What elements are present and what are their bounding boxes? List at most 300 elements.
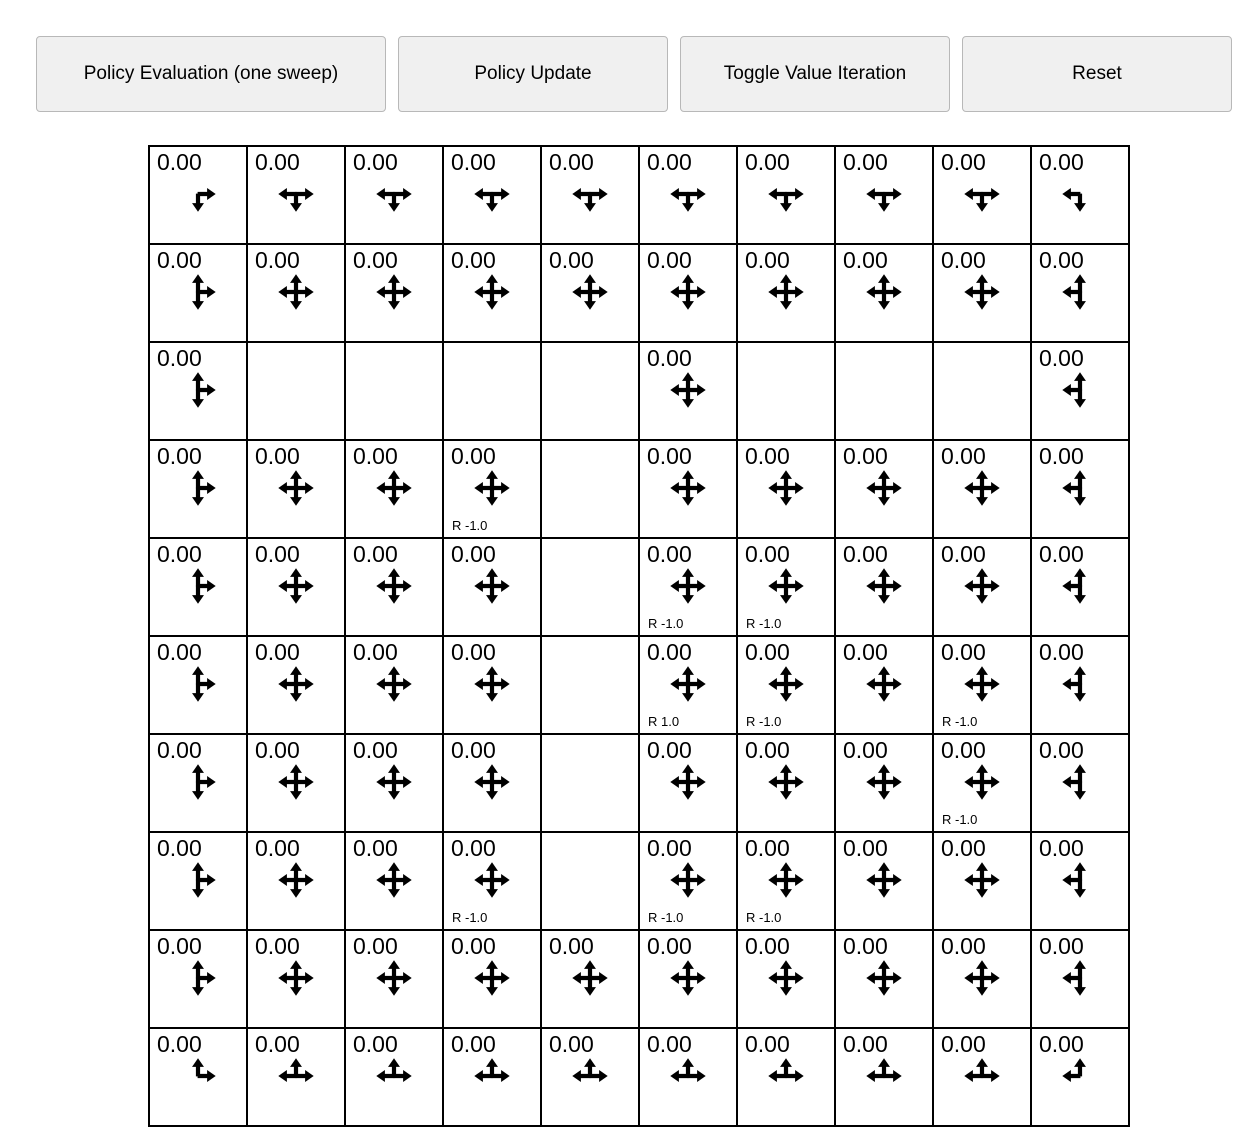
grid-cell-content [640, 539, 736, 635]
grid-cell-content [346, 147, 442, 243]
policy-arrows-icon [150, 171, 246, 217]
state-value-label: 0.00 [1039, 737, 1084, 763]
state-value-label: 0.00 [745, 149, 790, 175]
policy-arrows-icon [346, 661, 442, 707]
grid-cell[interactable] [345, 1028, 443, 1126]
policy-arrows-icon [1032, 269, 1128, 315]
grid-cell-content [934, 735, 1030, 831]
grid-cell-wall [541, 538, 639, 636]
policy-evaluation-button[interactable]: Policy Evaluation (one sweep) [36, 36, 386, 112]
grid-cell-content [444, 637, 540, 733]
grid-cell[interactable] [639, 832, 737, 930]
state-value-label: 0.00 [451, 443, 496, 469]
policy-arrows-icon [738, 563, 834, 609]
grid-cell[interactable] [247, 244, 345, 342]
grid-cell-content [738, 833, 834, 929]
policy-arrows-icon [738, 269, 834, 315]
grid-cell[interactable] [345, 244, 443, 342]
grid-cell[interactable] [247, 1028, 345, 1126]
grid-cell[interactable] [1031, 636, 1129, 734]
grid-cell[interactable] [639, 636, 737, 734]
grid-cell-content [934, 147, 1030, 243]
grid-cell-content [150, 637, 246, 733]
policy-arrows-icon [150, 269, 246, 315]
grid-cell[interactable] [933, 146, 1031, 244]
grid-cell[interactable] [541, 1028, 639, 1126]
grid-cell[interactable] [933, 440, 1031, 538]
grid-row [149, 440, 1129, 538]
grid-cell-content [640, 343, 736, 439]
policy-arrows-icon [640, 1053, 736, 1099]
grid-cell-content [1032, 931, 1128, 1027]
state-value-label: 0.00 [647, 737, 692, 763]
grid-cell-content [934, 539, 1030, 635]
state-value-label: 0.00 [157, 639, 202, 665]
grid-cell[interactable] [835, 1028, 933, 1126]
grid-cell-wall [933, 342, 1031, 440]
grid-cell-content [836, 245, 932, 341]
grid-cell[interactable] [933, 636, 1031, 734]
grid-cell-content [738, 539, 834, 635]
state-value-label: 0.00 [843, 639, 888, 665]
state-value-label: 0.00 [843, 443, 888, 469]
state-value-label: 0.00 [353, 541, 398, 567]
grid-cell-content [640, 245, 736, 341]
state-value-label: 0.00 [941, 933, 986, 959]
grid-cell[interactable] [835, 146, 933, 244]
grid-cell[interactable] [1031, 538, 1129, 636]
policy-arrows-icon [1032, 367, 1128, 413]
grid-cell-content [934, 441, 1030, 537]
grid-cell-content [738, 441, 834, 537]
policy-arrows-icon [640, 661, 736, 707]
grid-cell[interactable] [1031, 832, 1129, 930]
grid-cell[interactable] [443, 244, 541, 342]
policy-arrows-icon [444, 661, 540, 707]
policy-arrows-icon [934, 661, 1030, 707]
grid-cell[interactable] [1031, 1028, 1129, 1126]
grid-cell-content [444, 147, 540, 243]
reset-button[interactable]: Reset [962, 36, 1232, 112]
policy-arrows-icon [444, 269, 540, 315]
state-value-label: 0.00 [549, 247, 594, 273]
grid-row [149, 1028, 1129, 1126]
state-value-label: 0.00 [157, 933, 202, 959]
policy-arrows-icon [248, 955, 344, 1001]
grid-cell-wall [443, 342, 541, 440]
grid-cell[interactable] [149, 342, 247, 440]
policy-arrows-icon [346, 465, 442, 511]
grid-cell-wall [737, 342, 835, 440]
policy-arrows-icon [346, 171, 442, 217]
grid-cell-content [248, 441, 344, 537]
grid-cell[interactable] [933, 538, 1031, 636]
grid-cell[interactable] [149, 1028, 247, 1126]
state-value-label: 0.00 [647, 835, 692, 861]
grid-cell-content [150, 931, 246, 1027]
grid-cell-content [346, 637, 442, 733]
policy-arrows-icon [150, 661, 246, 707]
grid-row [149, 636, 1129, 734]
gridworld-grid-body [149, 146, 1129, 1126]
grid-row [149, 734, 1129, 832]
policy-arrows-icon [248, 563, 344, 609]
grid-cell-content [1032, 245, 1128, 341]
grid-cell[interactable] [247, 440, 345, 538]
grid-cell-content [1032, 441, 1128, 537]
grid-cell[interactable] [345, 734, 443, 832]
policy-arrows-icon [150, 857, 246, 903]
policy-arrows-icon [836, 955, 932, 1001]
reward-label: R -1.0 [648, 910, 684, 925]
policy-arrows-icon [738, 759, 834, 805]
policy-arrows-icon [836, 563, 932, 609]
grid-cell[interactable] [933, 930, 1031, 1028]
policy-arrows-icon [542, 1053, 638, 1099]
grid-cell-content [934, 637, 1030, 733]
policy-arrows-icon [1032, 171, 1128, 217]
policy-arrows-icon [934, 1053, 1030, 1099]
policy-arrows-icon [934, 269, 1030, 315]
grid-cell[interactable] [639, 1028, 737, 1126]
grid-cell[interactable] [247, 146, 345, 244]
policy-arrows-icon [640, 857, 736, 903]
state-value-label: 0.00 [1039, 541, 1084, 567]
policy-arrows-icon [738, 1053, 834, 1099]
grid-cell[interactable] [247, 832, 345, 930]
grid-cell-content [836, 539, 932, 635]
grid-cell[interactable] [149, 734, 247, 832]
grid-cell[interactable] [737, 930, 835, 1028]
grid-cell-content [248, 1029, 344, 1125]
grid-cell[interactable] [737, 244, 835, 342]
grid-row [149, 832, 1129, 930]
reward-label: R -1.0 [452, 910, 488, 925]
grid-cell-wall [541, 440, 639, 538]
policy-arrows-icon [1032, 759, 1128, 805]
policy-arrows-icon [836, 857, 932, 903]
grid-cell[interactable] [639, 440, 737, 538]
grid-cell[interactable] [835, 930, 933, 1028]
grid-cell[interactable] [345, 440, 443, 538]
grid-cell[interactable] [835, 440, 933, 538]
grid-cell[interactable] [149, 832, 247, 930]
policy-arrows-icon [640, 171, 736, 217]
grid-cell[interactable] [443, 1028, 541, 1126]
grid-cell[interactable] [1031, 146, 1129, 244]
state-value-label: 0.00 [255, 149, 300, 175]
state-value-label: 0.00 [647, 541, 692, 567]
policy-arrows-icon [346, 955, 442, 1001]
policy-arrows-icon [444, 955, 540, 1001]
state-value-label: 0.00 [1039, 933, 1084, 959]
state-value-label: 0.00 [255, 541, 300, 567]
policy-arrows-icon [542, 955, 638, 1001]
policy-arrows-icon [248, 465, 344, 511]
grid-cell[interactable] [737, 734, 835, 832]
grid-cell[interactable] [541, 146, 639, 244]
grid-cell[interactable] [737, 440, 835, 538]
grid-cell[interactable] [639, 342, 737, 440]
grid-cell[interactable] [639, 146, 737, 244]
policy-arrows-icon [934, 955, 1030, 1001]
grid-cell-content [444, 539, 540, 635]
grid-cell[interactable] [835, 538, 933, 636]
grid-cell-content [1032, 735, 1128, 831]
grid-cell[interactable] [345, 146, 443, 244]
reward-label: R -1.0 [942, 714, 978, 729]
grid-cell-content [150, 735, 246, 831]
policy-arrows-icon [444, 857, 540, 903]
grid-cell-content [836, 931, 932, 1027]
grid-cell-content [346, 539, 442, 635]
state-value-label: 0.00 [647, 639, 692, 665]
state-value-label: 0.00 [745, 737, 790, 763]
grid-cell-wall [541, 734, 639, 832]
grid-cell[interactable] [149, 440, 247, 538]
grid-cell[interactable] [247, 930, 345, 1028]
grid-cell-content [836, 1029, 932, 1125]
grid-cell[interactable] [835, 244, 933, 342]
grid-cell-content [1032, 539, 1128, 635]
state-value-label: 0.00 [353, 933, 398, 959]
grid-cell[interactable] [345, 930, 443, 1028]
policy-arrows-icon [346, 1053, 442, 1099]
policy-arrows-icon [640, 269, 736, 315]
state-value-label: 0.00 [353, 639, 398, 665]
grid-cell[interactable] [933, 832, 1031, 930]
policy-arrows-icon [640, 955, 736, 1001]
policy-arrows-icon [836, 661, 932, 707]
state-value-label: 0.00 [157, 345, 202, 371]
grid-cell-content [150, 833, 246, 929]
grid-cell[interactable] [933, 1028, 1031, 1126]
state-value-label: 0.00 [353, 835, 398, 861]
state-value-label: 0.00 [255, 247, 300, 273]
grid-cell[interactable] [639, 538, 737, 636]
state-value-label: 0.00 [843, 933, 888, 959]
state-value-label: 0.00 [647, 345, 692, 371]
grid-cell-wall [247, 342, 345, 440]
grid-cell-content [150, 147, 246, 243]
state-value-label: 0.00 [1039, 149, 1084, 175]
state-value-label: 0.00 [157, 149, 202, 175]
reward-label: R -1.0 [746, 616, 782, 631]
grid-cell-content [150, 539, 246, 635]
state-value-label: 0.00 [941, 835, 986, 861]
grid-cell[interactable] [541, 244, 639, 342]
policy-arrows-icon [346, 759, 442, 805]
grid-cell[interactable] [1031, 244, 1129, 342]
grid-cell-content [248, 735, 344, 831]
state-value-label: 0.00 [1039, 247, 1084, 273]
policy-arrows-icon [738, 955, 834, 1001]
policy-arrows-icon [346, 269, 442, 315]
toggle-value-iteration-button[interactable]: Toggle Value Iteration [680, 36, 950, 112]
grid-cell-wall [541, 342, 639, 440]
grid-cell[interactable] [541, 930, 639, 1028]
policy-arrows-icon [738, 857, 834, 903]
grid-cell[interactable] [1031, 734, 1129, 832]
state-value-label: 0.00 [843, 835, 888, 861]
state-value-label: 0.00 [353, 1031, 398, 1057]
policy-arrows-icon [346, 857, 442, 903]
state-value-label: 0.00 [1039, 639, 1084, 665]
state-value-label: 0.00 [843, 149, 888, 175]
grid-cell[interactable] [345, 636, 443, 734]
grid-cell[interactable] [639, 930, 737, 1028]
grid-cell[interactable] [149, 244, 247, 342]
grid-cell-content [542, 245, 638, 341]
policy-arrows-icon [150, 955, 246, 1001]
grid-cell[interactable] [443, 440, 541, 538]
state-value-label: 0.00 [941, 247, 986, 273]
reward-label: R -1.0 [648, 616, 684, 631]
grid-cell[interactable] [247, 538, 345, 636]
policy-arrows-icon [640, 465, 736, 511]
grid-cell[interactable] [443, 538, 541, 636]
grid-cell[interactable] [933, 734, 1031, 832]
grid-cell-content [934, 245, 1030, 341]
grid-cell[interactable] [737, 1028, 835, 1126]
grid-cell-content [640, 931, 736, 1027]
grid-cell-content [640, 441, 736, 537]
grid-cell-content [248, 931, 344, 1027]
grid-cell[interactable] [149, 538, 247, 636]
policy-arrows-icon [346, 563, 442, 609]
policy-arrows-icon [150, 465, 246, 511]
grid-cell-content [640, 735, 736, 831]
state-value-label: 0.00 [157, 443, 202, 469]
grid-cell[interactable] [149, 636, 247, 734]
grid-cell-content [836, 735, 932, 831]
policy-arrows-icon [444, 1053, 540, 1099]
grid-cell[interactable] [443, 832, 541, 930]
grid-cell[interactable] [933, 244, 1031, 342]
state-value-label: 0.00 [941, 737, 986, 763]
grid-cell-wall [835, 342, 933, 440]
policy-arrows-icon [444, 759, 540, 805]
grid-cell-content [836, 637, 932, 733]
grid-cell-content [150, 441, 246, 537]
grid-cell[interactable] [737, 832, 835, 930]
policy-arrows-icon [640, 759, 736, 805]
grid-cell-content [640, 833, 736, 929]
grid-cell-content [444, 735, 540, 831]
state-value-label: 0.00 [843, 247, 888, 273]
grid-cell[interactable] [149, 146, 247, 244]
grid-cell-content [248, 147, 344, 243]
grid-cell-content [836, 441, 932, 537]
state-value-label: 0.00 [157, 1031, 202, 1057]
state-value-label: 0.00 [451, 149, 496, 175]
state-value-label: 0.00 [451, 639, 496, 665]
grid-cell[interactable] [345, 832, 443, 930]
grid-cell-content [444, 441, 540, 537]
grid-cell[interactable] [443, 930, 541, 1028]
grid-cell[interactable] [1031, 930, 1129, 1028]
grid-cell-content [542, 1029, 638, 1125]
grid-cell-content [444, 931, 540, 1027]
grid-cell[interactable] [1031, 440, 1129, 538]
toolbar [36, 36, 1232, 112]
state-value-label: 0.00 [255, 639, 300, 665]
grid-cell[interactable] [639, 244, 737, 342]
grid-cell[interactable] [835, 832, 933, 930]
policy-arrows-icon [1032, 1053, 1128, 1099]
state-value-label: 0.00 [647, 933, 692, 959]
grid-cell-content [738, 1029, 834, 1125]
state-value-label: 0.00 [647, 149, 692, 175]
grid-cell-content [836, 147, 932, 243]
policy-arrows-icon [1032, 661, 1128, 707]
state-value-label: 0.00 [941, 443, 986, 469]
grid-cell-content [248, 539, 344, 635]
grid-row [149, 538, 1129, 636]
grid-row [149, 244, 1129, 342]
grid-cell[interactable] [835, 734, 933, 832]
grid-cell[interactable] [345, 538, 443, 636]
state-value-label: 0.00 [745, 443, 790, 469]
reward-label: R -1.0 [746, 910, 782, 925]
policy-arrows-icon [738, 661, 834, 707]
grid-cell[interactable] [737, 636, 835, 734]
grid-cell-content [1032, 147, 1128, 243]
grid-cell[interactable] [149, 930, 247, 1028]
state-value-label: 0.00 [941, 149, 986, 175]
grid-cell-content [934, 1029, 1030, 1125]
state-value-label: 0.00 [941, 541, 986, 567]
grid-cell[interactable] [737, 538, 835, 636]
state-value-label: 0.00 [745, 541, 790, 567]
policy-arrows-icon [1032, 465, 1128, 511]
grid-cell[interactable] [737, 146, 835, 244]
policy-arrows-icon [150, 367, 246, 413]
state-value-label: 0.00 [745, 639, 790, 665]
state-value-label: 0.00 [745, 1031, 790, 1057]
policy-arrows-icon [934, 857, 1030, 903]
state-value-label: 0.00 [843, 541, 888, 567]
state-value-label: 0.00 [647, 247, 692, 273]
grid-cell[interactable] [247, 734, 345, 832]
state-value-label: 0.00 [745, 933, 790, 959]
grid-cell-content [836, 833, 932, 929]
reward-label: R -1.0 [452, 518, 488, 533]
state-value-label: 0.00 [255, 737, 300, 763]
grid-cell-content [248, 637, 344, 733]
state-value-label: 0.00 [745, 247, 790, 273]
policy-arrows-icon [1032, 857, 1128, 903]
policy-arrows-icon [248, 661, 344, 707]
grid-cell-content [150, 343, 246, 439]
grid-cell[interactable] [443, 146, 541, 244]
state-value-label: 0.00 [353, 149, 398, 175]
grid-cell[interactable] [443, 734, 541, 832]
policy-arrows-icon [542, 171, 638, 217]
policy-arrows-icon [248, 857, 344, 903]
policy-arrows-icon [934, 759, 1030, 805]
grid-cell[interactable] [1031, 342, 1129, 440]
state-value-label: 0.00 [1039, 345, 1084, 371]
policy-arrows-icon [738, 171, 834, 217]
grid-cell[interactable] [247, 636, 345, 734]
grid-cell[interactable] [835, 636, 933, 734]
grid-cell-content [248, 833, 344, 929]
grid-cell[interactable] [443, 636, 541, 734]
grid-cell[interactable] [639, 734, 737, 832]
policy-update-button[interactable]: Policy Update [398, 36, 668, 112]
state-value-label: 0.00 [353, 247, 398, 273]
